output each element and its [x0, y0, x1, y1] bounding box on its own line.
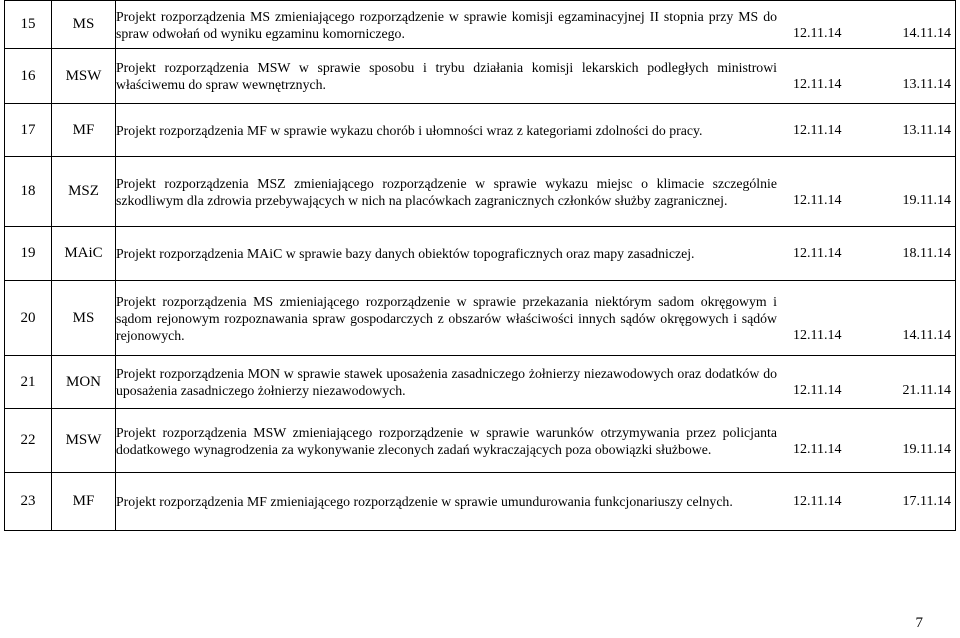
- dates: [793, 122, 955, 139]
- project-title: Projekt rozporządzenia MSW w sprawie sposobu i trybu działania komisji lekarskich podległych ministrowi właściwemu do spraw wewnętrznych.: [116, 60, 777, 92]
- dates: [793, 245, 955, 262]
- row-number: 17: [5, 104, 52, 157]
- description-cell: [116, 409, 956, 473]
- date-deadline: 13.11.14: [902, 77, 951, 92]
- ministry-cell: MS: [52, 1, 116, 49]
- dates: [793, 192, 955, 209]
- description-cell: [116, 356, 956, 409]
- project-title: Projekt rozporządzenia MSW zmieniającego rozporządzenie w sprawie warunków otrzymywania przez policjanta dodatkowego wynagrodzenia za wykonywanie zleconych zadań wykraczających poza obowiązki służbowe.: [116, 424, 777, 457]
- table-row: [5, 157, 956, 227]
- table-row: [5, 104, 956, 157]
- ministry-cell: MSZ: [52, 157, 116, 227]
- dates: [793, 76, 955, 93]
- dates: [793, 441, 955, 458]
- row-number: 21: [5, 356, 52, 409]
- ministry-cell: MF: [52, 473, 116, 531]
- date-deadline: 21.11.14: [902, 383, 951, 398]
- date-deadline: 14.11.14: [902, 25, 951, 41]
- table-row: [5, 409, 956, 473]
- table-row: [5, 356, 956, 409]
- table-row: [5, 227, 956, 281]
- date-received: 12.11.14: [793, 327, 842, 343]
- date-received: 12.11.14: [793, 122, 842, 138]
- row-number: 20: [5, 281, 52, 356]
- row-number: 22: [5, 409, 52, 473]
- date-received: 12.11.14: [793, 77, 842, 92]
- row-number: 23: [5, 473, 52, 531]
- ministry-cell: MON: [52, 356, 116, 409]
- table-row: [5, 49, 956, 104]
- ministry-cell: MSW: [52, 49, 116, 104]
- description-cell: [116, 104, 956, 157]
- description-cell: [116, 49, 956, 104]
- table-row: [5, 473, 956, 531]
- date-deadline: 14.11.14: [902, 327, 951, 343]
- document-table: [4, 0, 956, 531]
- date-received: 12.11.14: [793, 192, 842, 208]
- description-cell: [116, 1, 956, 49]
- project-title: Projekt rozporządzenia MS zmieniającego rozporządzenie w sprawie komisji egzaminacyjnej II stopnia przy MS do spraw odwołań od wyniku egzaminu komorniczego.: [116, 8, 777, 41]
- date-deadline: 17.11.14: [902, 494, 951, 509]
- date-received: 12.11.14: [793, 441, 842, 457]
- dates: [793, 25, 955, 42]
- ministry-cell: MF: [52, 104, 116, 157]
- table-row: [5, 1, 956, 49]
- description-cell: [116, 227, 956, 281]
- dates: [793, 327, 955, 344]
- project-title: Projekt rozporządzenia MS zmieniającego rozporządzenie w sprawie przekazania niektórym sadom okręgowym i sądom rejonowym rozpoznawania spraw gospodarczych z obszarów właściwości innych sądów okręgowych i sądów rejonowych.: [116, 293, 777, 343]
- project-title: Projekt rozporządzenia MF w sprawie wykazu chorób i ułomności wraz z kategoriami zdolności do pracy.: [116, 122, 703, 138]
- dates: [793, 382, 955, 399]
- row-number: 19: [5, 227, 52, 281]
- dates: [793, 493, 955, 510]
- date-deadline: 13.11.14: [902, 122, 951, 138]
- row-number: 18: [5, 157, 52, 227]
- project-title: Projekt rozporządzenia MF zmieniającego rozporządzenie w sprawie umundurowania funkcjonariuszy celnych.: [116, 494, 733, 509]
- project-title: Projekt rozporządzenia MAiC w sprawie bazy danych obiektów topograficznych oraz mapy zasadniczej.: [116, 246, 695, 261]
- ministry-cell: MAiC: [52, 227, 116, 281]
- page-number: 7: [915, 615, 923, 631]
- project-title: Projekt rozporządzenia MON w sprawie stawek uposażenia zasadniczego żołnierzy niezawodowych oraz dodatków do uposażenia zasadniczego żołnierzy niezawodowych.: [116, 366, 777, 398]
- row-number: 15: [5, 1, 52, 49]
- row-number: 16: [5, 49, 52, 104]
- ministry-cell: MS: [52, 281, 116, 356]
- date-deadline: 19.11.14: [902, 192, 951, 208]
- ministry-cell: MSW: [52, 409, 116, 473]
- table-row: [5, 281, 956, 356]
- description-cell: [116, 157, 956, 227]
- date-deadline: 19.11.14: [902, 441, 951, 457]
- date-deadline: 18.11.14: [902, 246, 951, 261]
- date-received: 12.11.14: [793, 383, 842, 398]
- date-received: 12.11.14: [793, 246, 842, 261]
- description-cell: [116, 473, 956, 531]
- date-received: 12.11.14: [793, 494, 842, 509]
- project-title: Projekt rozporządzenia MSZ zmieniającego rozporządzenie w sprawie wykazu miejsc o klimacie szczególnie szkodliwym dla zdrowia przebywających w nich na placówkach zagranicznych członków służby zagranicznej.: [116, 175, 777, 208]
- date-received: 12.11.14: [793, 25, 842, 41]
- description-cell: [116, 281, 956, 356]
